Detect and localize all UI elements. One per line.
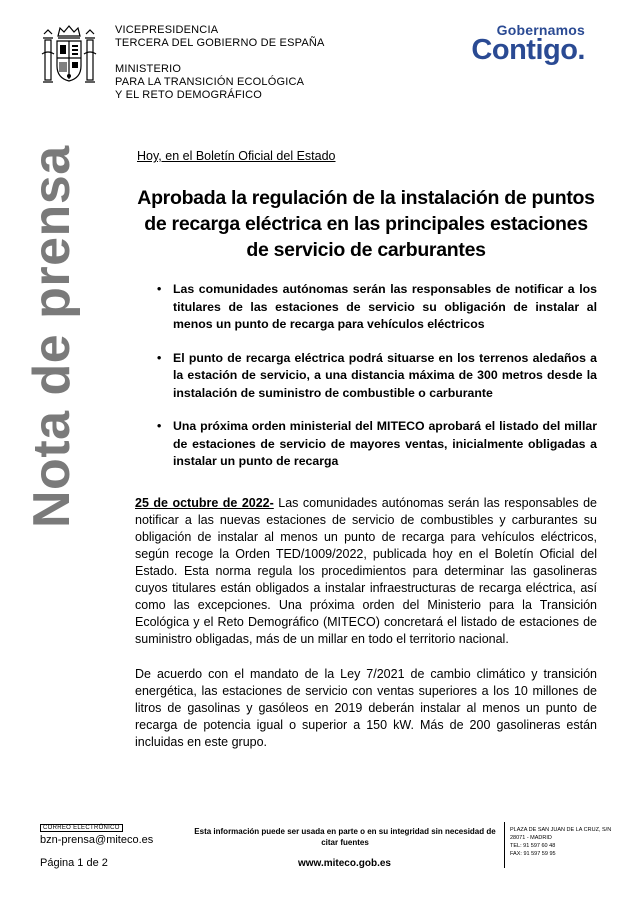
footer-divider [504,822,505,868]
brand-logo [458,22,593,72]
email-link[interactable]: bzn-prensa@miteco.es [40,834,154,846]
address-line: FAX: 91 597 59 95 [510,851,556,857]
dateline: 25 de octubre de 2022- [135,496,274,510]
page-number: Página 1 de 2 [40,857,108,869]
paragraph: De acuerdo con el mandato de la Ley 7/2021 de cambio climático y transición energética, las estaciones de servicio con ventas superiores a los 10 millones de litros de gasolinas y gasóleos en 2019 deberán instalar al menos un punto de recarga de potencia igual o superior a 150 kW. Más de 200 gasolineras están incluidas en este grupo. [135,667,597,749]
ministry-line: MINISTERIO [115,63,182,75]
government-heading [115,24,325,102]
highlight-text: Una próxima orden ministerial del MITECO aprobará el listado del millar de estaciones de servicio de mayores ventas, inicialmente obligadas a instalar un punto de recarga [173,419,597,468]
paragraph [135,495,597,648]
website-link[interactable]: www.miteco.gob.es [298,858,391,869]
government-line: TERCERA DEL GOBIERNO DE ESPAÑA [115,37,325,49]
bullet-icon: • [157,419,162,433]
kicker: Hoy, en el Boletín Oficial del Estado [137,149,336,163]
address-line: TEL: 91 597 60 48 [510,843,556,849]
highlight-text: El punto de recarga eléctrica podrá situarse en los terrenos aledaños a la estación de servicio, a una distancia máxima de 300 metros desde la instalación de suministro de combustible o carburante [173,350,597,400]
highlight-item [154,418,597,471]
highlight-item [154,350,597,403]
email-label: CORREO ELECTRÓNICO [40,824,123,832]
article-body [135,495,597,769]
ministry-line: PARA LA TRANSICIÓN ECOLÓGICA [115,76,305,88]
bullet-icon: • [157,350,162,365]
highlight-text: Las comunidades autónomas serán las responsables de notificar a los titulares de las estaciones de servicio su obligación de instalar al menos un punto de recarga para vehículos eléctricos [173,282,597,331]
government-line: VICEPRESIDENCIA [115,24,219,36]
address-line: 28071 - MADRID [510,835,552,841]
address-block [510,826,611,858]
side-title: Nota de prensa [23,145,81,528]
address-line: PLAZA DE SAN JUAN DE LA CRUZ, S/N [510,827,612,833]
brand-name: Contigo. [471,34,585,66]
ministry-line: Y EL RETO DEMOGRÁFICO [115,89,263,101]
paragraph-text: Las comunidades autónomas serán las responsables de notificar a las nuevas estaciones de servicio de combustibles y carburantes su obligación de instalar al menos un punto de recarga para vehículos eléctricos, según recoge la Orden TED/1009/2022, publicada hoy en el Boletín Oficial del Estado. Esta norma regula los procedimientos para determinar las gasolineras cuyos titulares están obligados a instalar infraestructuras de recarga eléctrica, así como las excepciones. Una próxima orden del Ministerio para la Transición Ecológica y el Reto Demográfico (MITECO) concretará el listado de estaciones de suministro obligadas, más de un millar en todo el territorio nacional. [135,496,597,646]
highlight-item [154,281,597,334]
highlights-list [154,281,597,487]
bullet-icon: • [157,282,162,296]
coat-of-arms-logo [40,24,98,90]
usage-note: Esta información puede ser usada en parte o en su integridad sin necesidad de citar fuentes [194,827,496,847]
brand-tagline: Gobernamos [496,22,585,38]
page-title: Aprobada la regulación de la instalación de puntos de recarga eléctrica en las principales estaciones de servicio de carburantes [137,187,595,261]
